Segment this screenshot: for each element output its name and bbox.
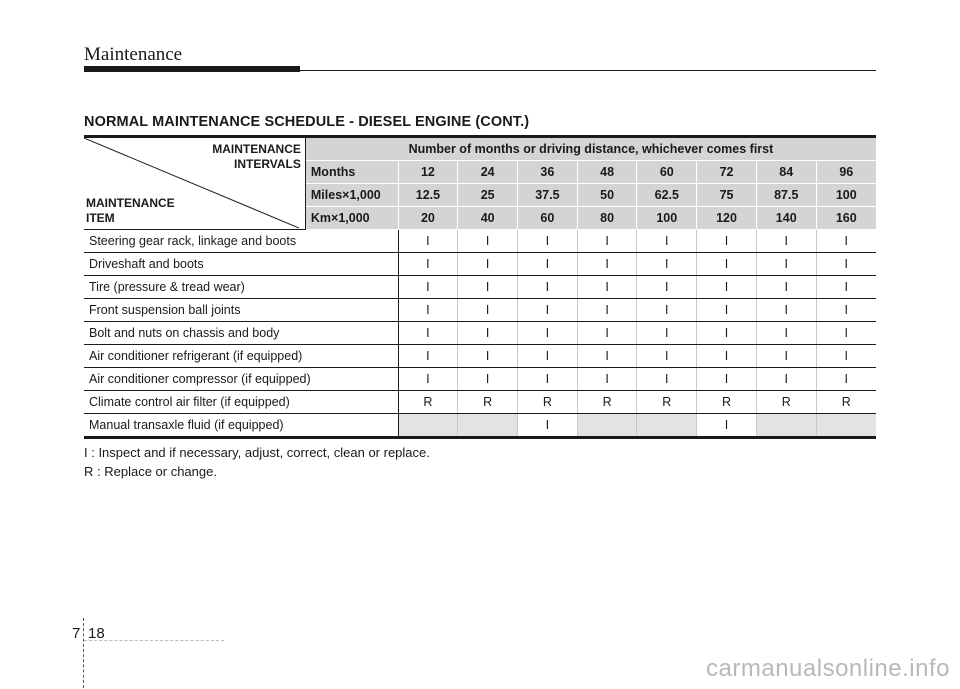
section-title: NORMAL MAINTENANCE SCHEDULE - DIESEL ENGINE (CONT.) [84, 114, 530, 130]
table-row [84, 299, 876, 322]
item-value: I [458, 345, 518, 368]
item-name: Air conditioner compressor (if equipped) [84, 368, 398, 391]
km-label: Km×1,000 [305, 207, 398, 230]
table-row [84, 414, 876, 438]
table-row [84, 322, 876, 345]
item-value: I [637, 230, 697, 253]
interval-caption-row [84, 137, 876, 161]
miles-value: 87.5 [756, 184, 816, 207]
maintenance-schedule-table [84, 135, 876, 439]
km-value: 60 [518, 207, 578, 230]
miles-value: 75 [697, 184, 757, 207]
miles-value: 50 [577, 184, 637, 207]
item-value: I [697, 276, 757, 299]
item-value: I [756, 299, 816, 322]
km-value: 20 [398, 207, 458, 230]
item-value: I [816, 322, 876, 345]
item-value: R [637, 391, 697, 414]
miles-value: 62.5 [637, 184, 697, 207]
miles-value: 12.5 [398, 184, 458, 207]
corner-item-line1: MAINTENANCE [86, 196, 175, 210]
item-value [398, 414, 458, 438]
item-value: I [398, 299, 458, 322]
item-value: I [697, 414, 757, 438]
item-value: I [697, 368, 757, 391]
item-value: I [458, 253, 518, 276]
item-value: I [756, 276, 816, 299]
item-value: I [697, 299, 757, 322]
item-value: I [458, 230, 518, 253]
table-row [84, 253, 876, 276]
item-value: I [637, 368, 697, 391]
item-name: Air conditioner refrigerant (if equipped) [84, 345, 398, 368]
item-value: I [458, 299, 518, 322]
item-value: I [697, 253, 757, 276]
miles-value: 100 [816, 184, 876, 207]
item-value: I [458, 276, 518, 299]
months-value: 72 [697, 161, 757, 184]
item-value: I [577, 276, 637, 299]
item-value: I [637, 276, 697, 299]
item-value: R [518, 391, 578, 414]
interval-caption: Number of months or driving distance, whichever comes first [305, 137, 876, 161]
table-row [84, 391, 876, 414]
chapter-number: 7 [72, 625, 81, 642]
item-value: I [577, 230, 637, 253]
item-value: I [756, 253, 816, 276]
corner-intervals-line2: INTERVALS [233, 157, 301, 171]
km-value: 140 [756, 207, 816, 230]
item-value: I [458, 322, 518, 345]
watermark: carmanualsonline.info [706, 655, 950, 682]
header-bar [84, 66, 300, 72]
item-value: R [577, 391, 637, 414]
item-value: R [398, 391, 458, 414]
item-value [577, 414, 637, 438]
item-value: I [398, 230, 458, 253]
page-number-value: 18 [88, 625, 105, 642]
item-value: I [518, 230, 578, 253]
miles-label: Miles×1,000 [305, 184, 398, 207]
months-value: 12 [398, 161, 458, 184]
km-value: 120 [697, 207, 757, 230]
corner-intervals-line1: MAINTENANCE [212, 142, 301, 156]
table-row [84, 276, 876, 299]
item-value [458, 414, 518, 438]
page-divider-horizontal [84, 640, 224, 641]
km-value: 80 [577, 207, 637, 230]
months-value: 96 [816, 161, 876, 184]
item-name: Bolt and nuts on chassis and body [84, 322, 398, 345]
table-row [84, 368, 876, 391]
header-title: Maintenance [84, 44, 183, 65]
item-value: R [458, 391, 518, 414]
months-label: Months [305, 161, 398, 184]
item-name: Driveshaft and boots [84, 253, 398, 276]
table-corner-cell [84, 137, 305, 230]
months-value: 36 [518, 161, 578, 184]
item-value: I [697, 230, 757, 253]
item-value: I [756, 230, 816, 253]
header-rule [300, 70, 876, 71]
item-value: I [637, 345, 697, 368]
months-value: 24 [458, 161, 518, 184]
item-value: I [816, 230, 876, 253]
item-value: R [816, 391, 876, 414]
corner-item-label [86, 196, 175, 226]
item-value [816, 414, 876, 438]
km-value: 100 [637, 207, 697, 230]
item-value: I [398, 368, 458, 391]
item-value: I [816, 299, 876, 322]
miles-value: 25 [458, 184, 518, 207]
item-name: Climate control air filter (if equipped) [84, 391, 398, 414]
item-value: I [518, 345, 578, 368]
item-name: Front suspension ball joints [84, 299, 398, 322]
item-value: I [577, 253, 637, 276]
item-value: I [458, 368, 518, 391]
item-value: I [518, 322, 578, 345]
months-value: 48 [577, 161, 637, 184]
item-value: I [756, 345, 816, 368]
item-value: I [577, 345, 637, 368]
item-value: I [697, 345, 757, 368]
item-value [756, 414, 816, 438]
legend-replace: R : Replace or change. [84, 464, 217, 479]
item-value: I [398, 345, 458, 368]
item-value: I [577, 322, 637, 345]
item-value: I [398, 253, 458, 276]
corner-item-line2: ITEM [86, 211, 115, 225]
page-divider-vertical [83, 618, 84, 688]
item-value: I [518, 368, 578, 391]
item-value: I [577, 299, 637, 322]
months-value: 84 [756, 161, 816, 184]
item-value: I [637, 253, 697, 276]
item-value: I [816, 368, 876, 391]
table-row [84, 230, 876, 253]
item-value: I [518, 414, 578, 438]
item-name: Manual transaxle fluid (if equipped) [84, 414, 398, 438]
corner-intervals-label [212, 142, 301, 172]
item-value: I [756, 322, 816, 345]
item-value: I [518, 276, 578, 299]
item-value: I [816, 345, 876, 368]
miles-value: 37.5 [518, 184, 578, 207]
item-value: I [637, 299, 697, 322]
item-value: I [518, 253, 578, 276]
item-value: I [637, 322, 697, 345]
item-name: Tire (pressure & tread wear) [84, 276, 398, 299]
km-value: 40 [458, 207, 518, 230]
item-value: I [398, 276, 458, 299]
item-value: I [756, 368, 816, 391]
item-value: R [697, 391, 757, 414]
item-value: I [816, 276, 876, 299]
item-value: R [756, 391, 816, 414]
km-value: 160 [816, 207, 876, 230]
item-value: I [518, 299, 578, 322]
item-value: I [398, 322, 458, 345]
item-name: Steering gear rack, linkage and boots [84, 230, 398, 253]
item-value: I [577, 368, 637, 391]
months-value: 60 [637, 161, 697, 184]
table-row [84, 345, 876, 368]
legend [84, 443, 430, 481]
item-value: I [697, 322, 757, 345]
item-value [637, 414, 697, 438]
legend-inspect: I : Inspect and if necessary, adjust, correct, clean or replace. [84, 445, 430, 460]
item-value: I [816, 253, 876, 276]
